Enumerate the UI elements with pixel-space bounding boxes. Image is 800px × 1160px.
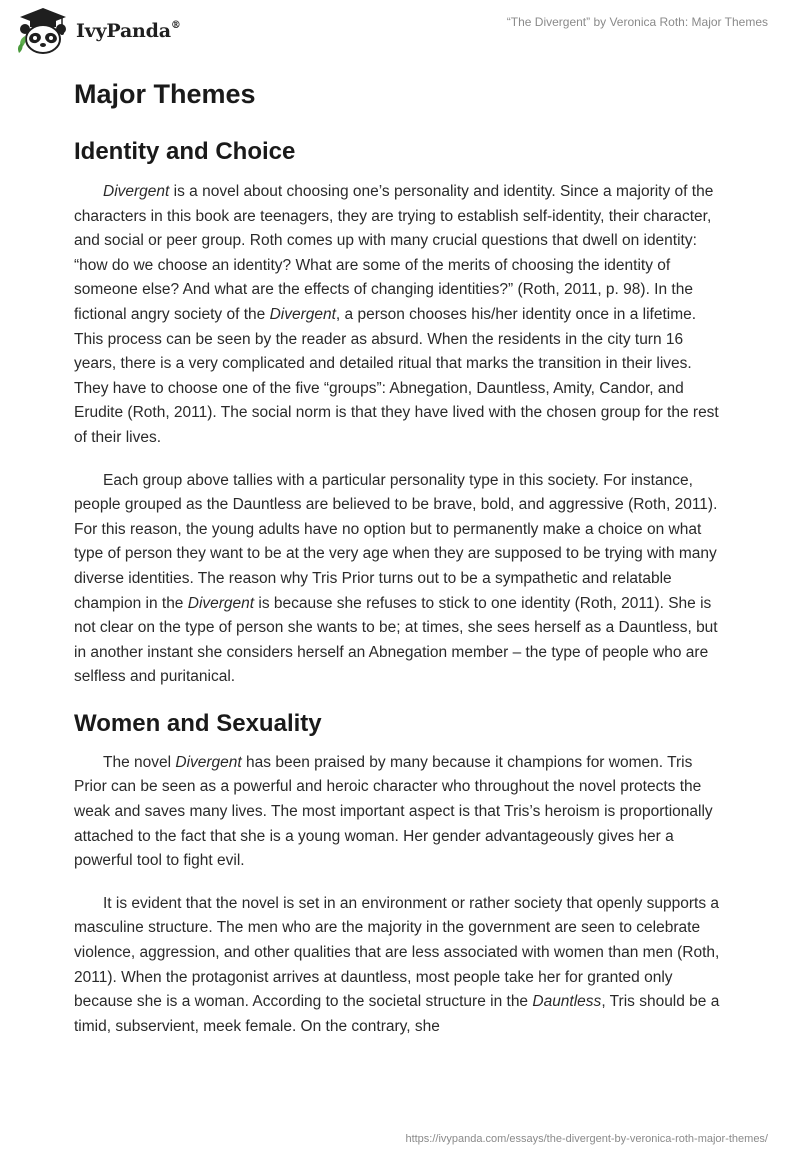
paragraph: It is evident that the novel is set in an environment or rather society that openly supports a masculine structure. The men who are the majority in the government are seen to celebrate violence, aggression, and other qualities that are less associated with women than men (Roth, 2011). When the protagonist arrives at dauntless, most people take her for granted only because she is a woman. According to the societal structure in the Dauntless, Tris should be a timid, subservient, meek female. On the contrary, she bbox=[74, 894, 720, 1035]
page-title: Major Themes bbox=[74, 79, 256, 109]
paragraph: The novel Divergent has been praised by many because it champions for women. Tris Prior can be seen as a powerful and heroic character who throughout the novel protects the weak and saves many lives. The most important aspect is that Tris’s heroism is proportionally attached to the fact that she is a young woman. Her gender advantageously gives her a powerful tool to fight evil. bbox=[74, 753, 713, 870]
panda-graduate-icon bbox=[16, 6, 70, 56]
brand-name: IvyPanda® bbox=[76, 19, 181, 42]
article-body bbox=[74, 72, 724, 1057]
section-heading-identity: Identity and Choice bbox=[74, 138, 296, 165]
document-title: “The Divergent” by Veronica Roth: Major Themes bbox=[506, 15, 768, 29]
section-heading-women: Women and Sexuality bbox=[74, 709, 322, 737]
page-header bbox=[0, 0, 800, 66]
brand-logo[interactable] bbox=[16, 6, 181, 56]
source-url[interactable]: https://ivypanda.com/essays/the-divergent-by-veronica-roth-major-themes/ bbox=[405, 1133, 768, 1145]
paragraph: Divergent is a novel about choosing one’s personality and identity. Since a majority of the characters in this book are teenagers, they are trying to establish self-identity, their character, and social or peer group. Roth comes up with many crucial questions that dwell on identity: “how do we choose an identity? What are some of the merits of choosing the identity of someone else? And what are the effects of changing identities?” (Roth, 2011, p. 98). In the fictional angry society of the Divergent, a person chooses his/her identity once in a lifetime. This process can be seen by the reader as absurd. When the residents in the city turn 16 years, there is a very complicated and detailed ritual that marks the transition in their lives. They have to choose one of the five “groups”: Abnegation, Dauntless, Amity, Candor, and Erudite (Roth, 2011). The social norm is that they have lived with the chosen group for the rest of their lives. bbox=[74, 183, 719, 446]
paragraph: Each group above tallies with a particular personality type in this society. For instance, people grouped as the Dauntless are believed to be brave, bold, and aggressive (Roth, 2011). For this reason, the young adults have no option but to permanently make a choice on what type of person they want to be at the very age when they are supposed to be trying with many diverse identities. The reason why Tris Prior turns out to be a sympathetic and relatable champion in the Divergent is because she refuses to stick to one identity (Roth, 2011). She is not clear on the type of person she wants to be; at times, she sees herself as a Dauntless, but in another instant she considers herself an Abnegation member – the type of people who are selfless and puritanical. bbox=[74, 471, 718, 686]
